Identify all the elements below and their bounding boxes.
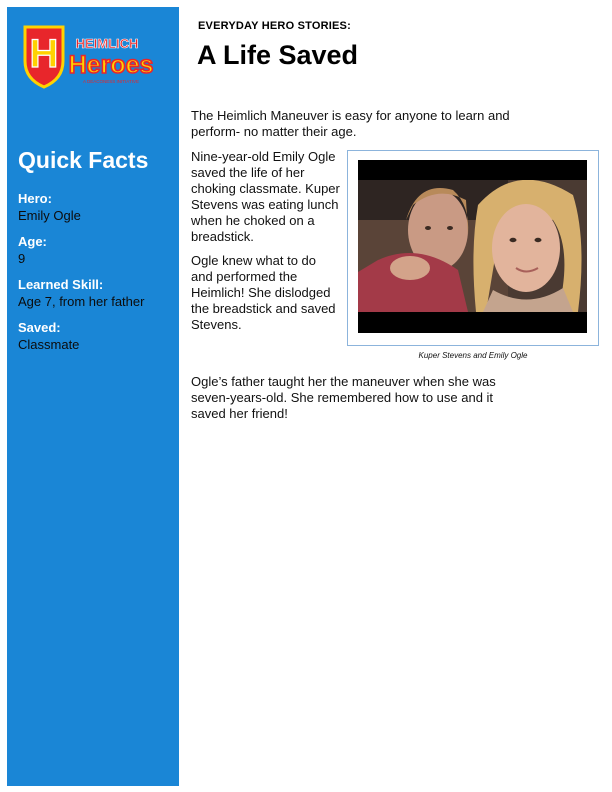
fact-hero <box>18 190 178 224</box>
story-column <box>191 149 341 341</box>
intro-paragraph: The Heimlich Maneuver is easy for anyone to learn and perform- no matter their age. <box>191 108 510 139</box>
logo-tagline: A DEACONESS INITIATIVE <box>83 79 139 84</box>
section-eyebrow: EVERYDAY HERO STORIES: <box>198 20 351 32</box>
fact-learned-skill <box>18 276 178 310</box>
closing-paragraph: Ogle’s father taught her the maneuver when she was seven-years-old. She remembered how to use and it saved her friend! <box>191 374 496 421</box>
sidebar <box>7 7 179 786</box>
logo-line1: HEIMLICH <box>75 36 139 51</box>
story-photo <box>358 160 587 333</box>
quick-facts-list <box>18 190 178 362</box>
fact-label: Learned Skill: <box>18 277 104 292</box>
logo-letter: H <box>29 32 59 76</box>
fact-saved <box>18 319 178 353</box>
fact-value: 9 <box>18 251 26 266</box>
story-paragraph-1: Nine-year-old Emily Ogle saved the life of her choking classmate. Kuper Stevens was eating lunch when he choked on a breadstick. <box>191 149 340 244</box>
fact-value: Age 7, from her father <box>18 294 145 309</box>
photo-frame <box>347 150 599 346</box>
fact-label: Hero: <box>18 191 52 206</box>
fact-label: Saved: <box>18 320 61 335</box>
page-title: A Life Saved <box>197 40 359 70</box>
fact-label: Age: <box>18 234 47 249</box>
fact-value: Emily Ogle <box>18 208 81 223</box>
fact-value: Classmate <box>18 337 80 352</box>
quick-facts-title: Quick Facts <box>18 147 149 173</box>
fact-age <box>18 233 178 267</box>
logo-line2: Heroes <box>68 51 154 79</box>
photo-caption: Kuper Stevens and Emily Ogle <box>418 351 528 360</box>
heimlich-heroes-logo <box>19 21 169 91</box>
story-paragraph-2: Ogle knew what to do and performed the Heimlich! She dislodged the breadstick and saved Stevens. <box>191 253 336 332</box>
